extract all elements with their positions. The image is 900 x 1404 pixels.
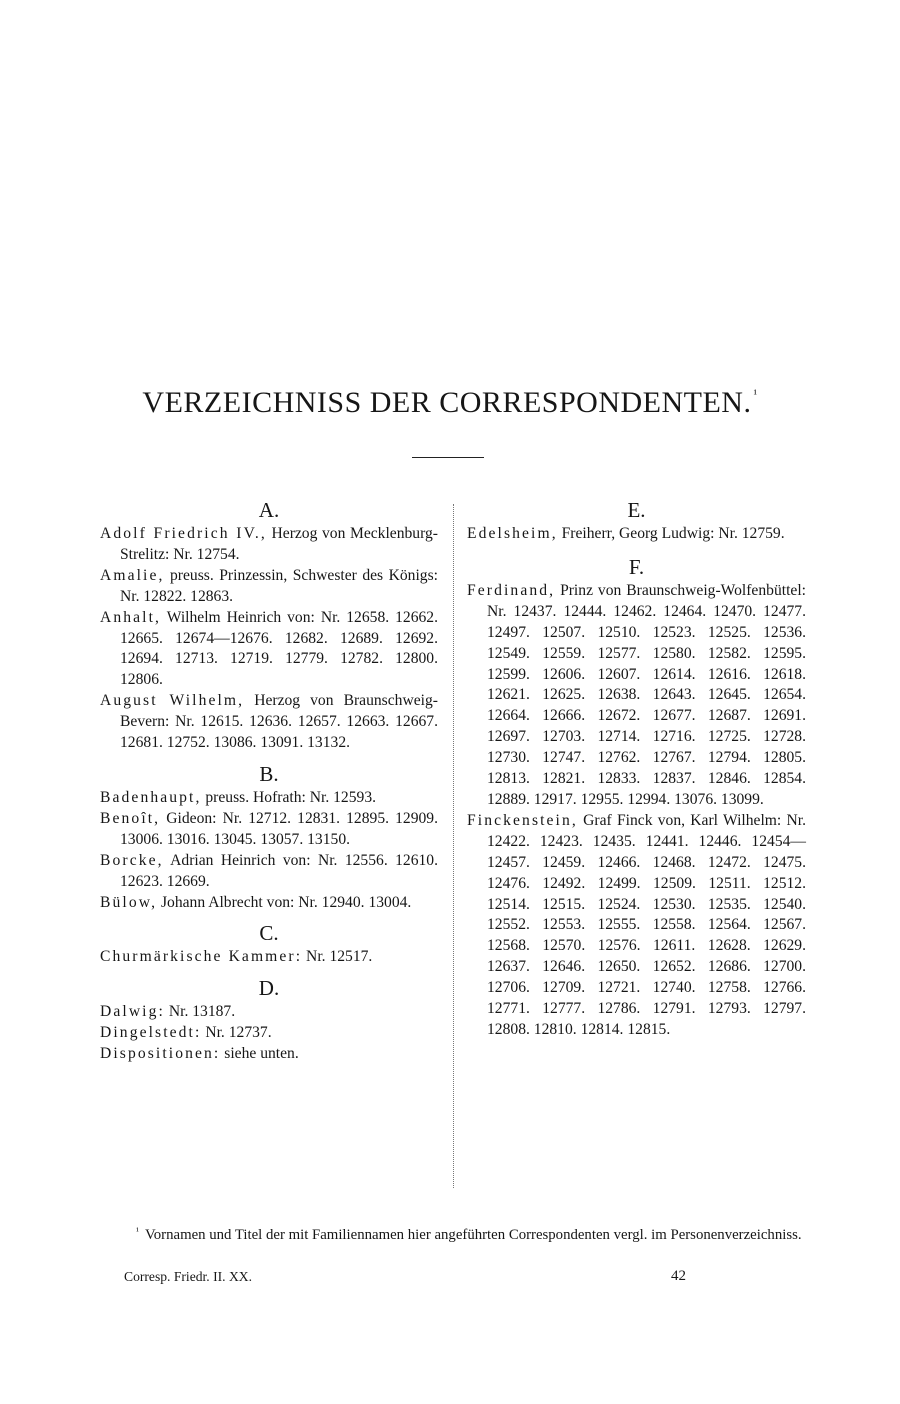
footnote bbox=[100, 1221, 804, 1246]
index-entry bbox=[100, 1002, 438, 1023]
index-entry bbox=[100, 1023, 438, 1044]
correspondent-name: Ferdinand, bbox=[467, 581, 556, 599]
index-entry bbox=[467, 581, 806, 811]
correspondent-name: Adolf Friedrich IV., bbox=[100, 525, 267, 542]
index-entry bbox=[100, 1044, 438, 1065]
title-rule bbox=[412, 457, 484, 458]
correspondent-name: August Wilhelm, bbox=[100, 692, 245, 710]
index-entry bbox=[100, 893, 438, 914]
entry-references: Adrian Heinrich von: Nr. 12556. 12610. 12623. 12669. bbox=[120, 851, 438, 890]
section-letter: E. bbox=[627, 498, 646, 522]
entry-references: preuss. Prinzessin, Schwester des Königs: Nr. 12822. 12863. bbox=[120, 566, 438, 605]
correspondent-name: Amalie, bbox=[100, 566, 165, 584]
correspondent-name: Churmärkische Kammer: bbox=[100, 948, 303, 966]
index-entry bbox=[467, 524, 806, 545]
section-letter: D. bbox=[258, 976, 280, 1001]
entry-references: Nr. 12517. bbox=[302, 948, 373, 966]
index-entry bbox=[100, 788, 438, 809]
entry-references: Graf Finck von, Karl Wilhelm: Nr. 12422. 12423. 12435. 12441. 12446. 12454—12457. 12459. 12466. 12468. 12472. 12475. 12476. 12492. 12499. 12509. 12511. 12512. 12514. 12515. 12524. 12530. 12535. 12540. 12552. 12553. 12555. 12558. 12564. 12567. 12568. 12570. 12576. 12611. 12628. 12629. 12637. 12646. 12650. 12652. 12686. 12700. 12706. 12709. 12721. 12740. 12758. 12766. 12771. 12777. 12786. 12791. 12793. 12797. 12808. 12810. 12814. 12815. bbox=[487, 811, 806, 1038]
correspondent-name: Borcke, bbox=[100, 851, 164, 869]
entry-references: Gideon: Nr. 12712. 12831. 12895. 12909. 13006. 13016. 13045. 13057. 13150. bbox=[120, 809, 438, 848]
section-letter: C. bbox=[259, 921, 279, 946]
right-column bbox=[467, 496, 806, 1041]
correspondent-name: Edelsheim, bbox=[467, 525, 558, 542]
entry-references: Prinz von Braunschweig-Wolfenbüttel: Nr. 12437. 12444. 12462. 12464. 12470. 12477. 12497. 12507. 12510. 12523. 12525. 12536. 12549. 12559. 12577. 12580. 12582. 12595. 12599. 12606. 12607. 12614. 12616. 12618. 12621. 12625. 12638. 12643. 12645. 12654. 12664. 12666. 12672. 12677. 12687. 12691. 12697. 12703. 12714. 12716. 12725. 12728. 12730. 12747. 12762. 12767. 12794. 12805. 12813. 12821. 12833. 12837. 12846. 12854. 12889. 12917. 12955. 12994. 13076. 13099. bbox=[487, 581, 806, 808]
entry-references: preuss. Hofrath: Nr. 12593. bbox=[201, 788, 377, 806]
footnote-text: Vornamen und Titel der mit Familiennamen hier angeführten Correspondenten vergl. im Personenverzeichniss. bbox=[145, 1227, 802, 1243]
entry-references: Nr. 12737. bbox=[201, 1024, 272, 1042]
column-divider bbox=[453, 504, 454, 1188]
index-entry bbox=[100, 524, 438, 566]
correspondent-name: Dalwig: bbox=[100, 1003, 165, 1021]
entry-references: Johann Albrecht von: Nr. 12940. 13004. bbox=[157, 893, 412, 911]
page-title-text: VERZEICHNISS DER CORRESPONDENTEN. bbox=[142, 386, 752, 419]
index-entry bbox=[100, 809, 438, 851]
index-entry bbox=[100, 947, 438, 968]
footnote-mark: ¹ bbox=[136, 1226, 139, 1237]
correspondent-name: Bülow, bbox=[100, 893, 158, 911]
index-entry bbox=[100, 566, 438, 608]
correspondent-name: Dispositionen: bbox=[100, 1045, 221, 1063]
section-letter: A. bbox=[258, 498, 280, 522]
index-entry bbox=[467, 811, 806, 1041]
index-entry bbox=[100, 608, 438, 692]
section-letter: B. bbox=[259, 761, 279, 786]
section-letter: F. bbox=[628, 554, 645, 579]
correspondent-name: Dingelstedt: bbox=[100, 1024, 202, 1042]
title-footnote-mark: ¹ bbox=[753, 387, 758, 401]
index-entry bbox=[100, 691, 438, 754]
entry-references: Wilhelm Heinrich von: Nr. 12658. 12662. 12665. 12674—12676. 12682. 12689. 12692. 12694. 12713. 12719. 12779. 12782. 12800. 12806. bbox=[120, 608, 438, 689]
entry-references: Herzog von Mecklenburg-Strelitz: Nr. 12754. bbox=[120, 525, 438, 563]
entry-references: Herzog von Braunschweig-Bevern: Nr. 12615. 12636. 12657. 12663. 12667. 12681. 12752. 13086. 13091. 13132. bbox=[120, 692, 438, 752]
entry-references: siehe unten. bbox=[220, 1045, 299, 1063]
page-number: 42 bbox=[671, 1268, 686, 1284]
correspondent-name: Finckenstein, bbox=[467, 811, 578, 829]
page-title bbox=[0, 386, 900, 420]
correspondent-name: Benoît, bbox=[100, 809, 161, 827]
source-reference: Corresp. Friedr. II. XX. bbox=[124, 1269, 252, 1284]
correspondent-name: Badenhaupt, bbox=[100, 788, 202, 806]
correspondent-name: Anhalt, bbox=[100, 608, 162, 626]
entry-references: Freiherr, Georg Ludwig: Nr. 12759. bbox=[557, 525, 785, 542]
index-entry bbox=[100, 851, 438, 893]
entry-references: Nr. 13187. bbox=[164, 1003, 236, 1021]
left-column bbox=[100, 496, 438, 1065]
